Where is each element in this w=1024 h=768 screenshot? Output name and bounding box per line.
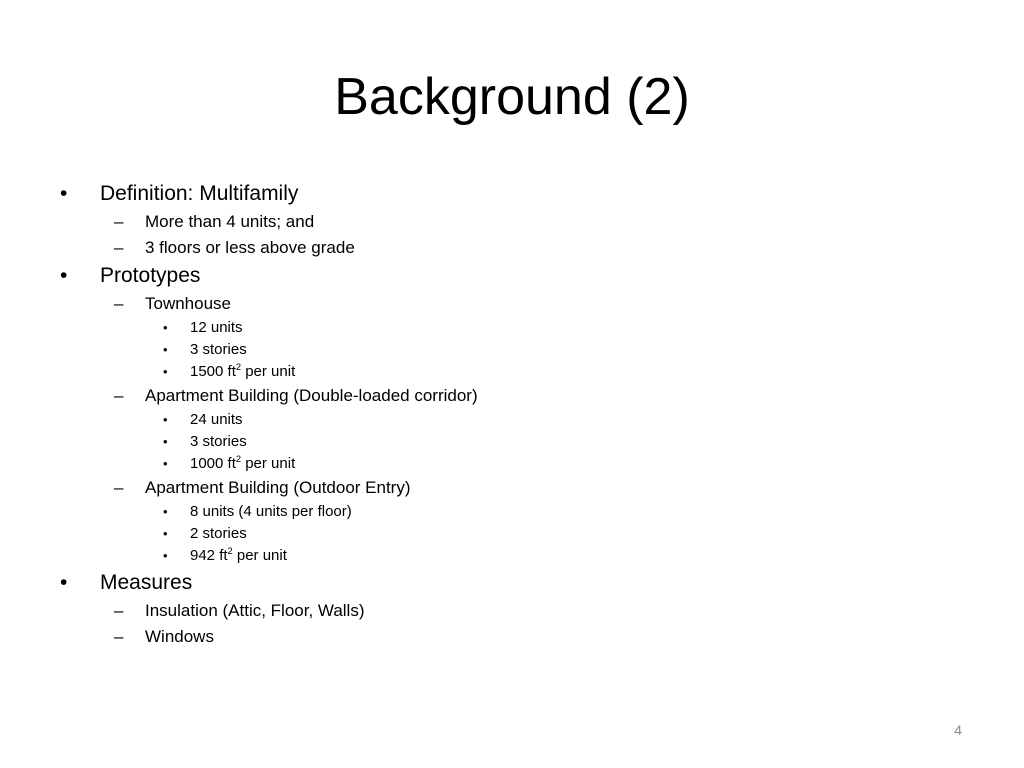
detail-label-pre: 1000 ft bbox=[190, 455, 236, 472]
bullet-marker: • bbox=[60, 182, 68, 205]
bullet-prototypes bbox=[60, 263, 201, 289]
detail-label: 3 stories bbox=[190, 341, 247, 358]
bullet-definition bbox=[60, 181, 299, 207]
detail-outdoor-entry-area bbox=[163, 546, 287, 566]
dash-marker: – bbox=[114, 627, 124, 646]
bullet-marker: • bbox=[163, 364, 168, 379]
detail-townhouse-stories bbox=[163, 340, 247, 360]
superscript: 2 bbox=[227, 546, 233, 556]
detail-outdoor-entry-stories bbox=[163, 524, 247, 544]
detail-townhouse-units bbox=[163, 318, 243, 338]
bullet-marker: • bbox=[163, 504, 168, 519]
sub-bullet-label: Insulation (Attic, Floor, Walls) bbox=[145, 601, 365, 620]
bullet-marker: • bbox=[60, 264, 68, 287]
detail-outdoor-entry-units bbox=[163, 502, 352, 522]
sub-bullet-label: Windows bbox=[145, 627, 214, 646]
superscript: 2 bbox=[235, 454, 242, 464]
detail-label-post: per unit bbox=[241, 363, 296, 380]
sub-bullet-label: Apartment Building (Double-loaded corridor) bbox=[145, 386, 478, 405]
dash-marker: – bbox=[114, 212, 124, 231]
detail-label: 2 stories bbox=[190, 525, 247, 542]
detail-double-loaded-area bbox=[163, 454, 296, 474]
page-number: 4 bbox=[954, 722, 962, 738]
bullet-measures bbox=[60, 570, 193, 596]
detail-label-post: per unit bbox=[241, 455, 296, 472]
sub-bullet-label: Apartment Building (Outdoor Entry) bbox=[145, 478, 411, 497]
bullet-label: Definition: Multifamily bbox=[100, 182, 299, 205]
sub-bullet-insulation bbox=[114, 600, 365, 622]
bullet-marker: • bbox=[163, 412, 168, 427]
detail-label: 24 units bbox=[190, 411, 243, 428]
detail-label-pre: 1500 ft bbox=[190, 363, 236, 380]
sub-bullet-windows bbox=[114, 626, 214, 648]
dash-marker: – bbox=[114, 601, 124, 620]
sub-bullet-label: More than 4 units; and bbox=[145, 212, 315, 231]
dash-marker: – bbox=[114, 238, 124, 257]
sub-bullet-label: 3 floors or less above grade bbox=[145, 238, 355, 257]
dash-marker: – bbox=[114, 478, 124, 497]
dash-marker: – bbox=[114, 294, 124, 313]
dash-marker: – bbox=[114, 386, 124, 405]
detail-townhouse-area bbox=[163, 362, 296, 382]
bullet-label: Measures bbox=[100, 571, 193, 594]
detail-double-loaded-stories bbox=[163, 432, 247, 452]
sub-bullet-label: Townhouse bbox=[145, 294, 232, 313]
detail-label-post: per unit bbox=[232, 547, 287, 564]
sub-bullet-3-floors bbox=[114, 237, 355, 259]
sub-bullet-outdoor-entry bbox=[114, 477, 411, 499]
slide-title: Background (2) bbox=[334, 68, 690, 126]
bullet-marker: • bbox=[163, 320, 168, 335]
superscript: 2 bbox=[235, 362, 242, 372]
bullet-marker: • bbox=[163, 342, 168, 357]
bullet-marker: • bbox=[163, 456, 168, 471]
detail-label: 8 units (4 units per floor) bbox=[190, 503, 352, 520]
sub-bullet-double-loaded bbox=[114, 385, 478, 407]
bullet-marker: • bbox=[163, 434, 168, 449]
bullet-marker: • bbox=[60, 571, 68, 594]
sub-bullet-more-than-4-units bbox=[114, 211, 315, 233]
sub-bullet-townhouse bbox=[114, 293, 232, 315]
detail-label: 12 units bbox=[190, 319, 243, 336]
bullet-marker: • bbox=[163, 548, 168, 563]
bullet-label: Prototypes bbox=[100, 264, 201, 287]
detail-label: 3 stories bbox=[190, 433, 247, 450]
detail-label-pre: 942 ft bbox=[190, 547, 228, 564]
detail-double-loaded-units bbox=[163, 410, 243, 430]
bullet-marker: • bbox=[163, 526, 168, 541]
